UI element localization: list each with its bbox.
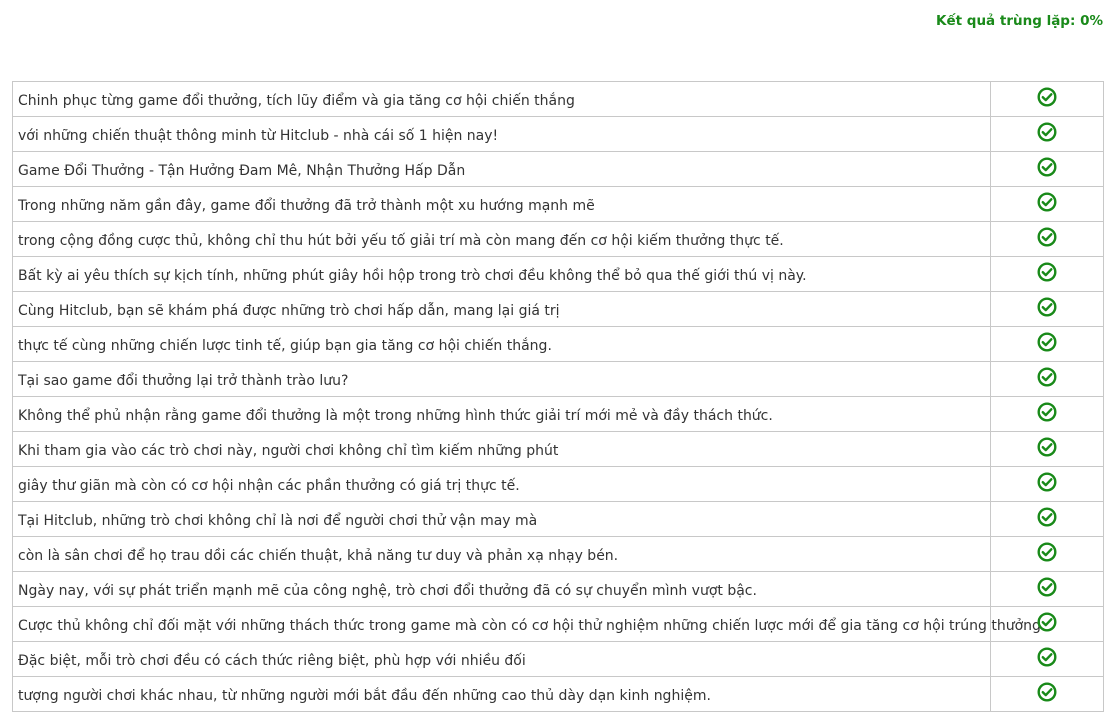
sentence-text: Đặc biệt, mỗi trò chơi đều có cách thức riêng biệt, phù hợp với nhiều đối — [18, 653, 526, 669]
table-row — [13, 327, 1104, 362]
table-row — [13, 82, 1104, 117]
check-circle-icon — [1037, 297, 1057, 317]
status-cell — [991, 222, 1104, 257]
table-row — [13, 677, 1104, 712]
status-cell — [991, 677, 1104, 712]
table-row — [13, 222, 1104, 257]
table-row — [13, 467, 1104, 502]
check-circle-icon — [1037, 577, 1057, 597]
table-row — [13, 432, 1104, 467]
sentence-text: còn là sân chơi để họ trau dồi các chiến thuật, khả năng tư duy và phản xạ nhạy bén. — [18, 548, 619, 564]
table-row — [13, 537, 1104, 572]
sentence-cell — [13, 677, 991, 712]
sentence-text: Cược thủ không chỉ đối mặt với những thách thức trong game mà còn có cơ hội thử nghiệm những chiến lược mới để gia tăng cơ hội trúng thưởng. — [18, 618, 1046, 634]
table-row — [13, 397, 1104, 432]
status-cell — [991, 82, 1104, 117]
plagiarism-results-table-container — [12, 81, 1103, 704]
table-row — [13, 502, 1104, 537]
sentence-text: Chinh phục từng game đổi thưởng, tích lũy điểm và gia tăng cơ hội chiến thắng — [18, 93, 575, 109]
check-circle-icon — [1037, 472, 1057, 492]
check-circle-icon — [1037, 437, 1057, 457]
sentence-text: Ngày nay, với sự phát triển mạnh mẽ của công nghệ, trò chơi đổi thưởng đã có sự chuyển mình vượt bậc. — [18, 583, 757, 599]
sentence-cell — [13, 362, 991, 397]
sentence-text: với những chiến thuật thông minh từ Hitclub - nhà cái số 1 hiện nay! — [18, 128, 499, 144]
check-circle-icon — [1037, 157, 1057, 177]
sentence-text: trong cộng đồng cược thủ, không chỉ thu hút bởi yếu tố giải trí mà còn mang đến cơ hội kiếm thưởng thực tế. — [18, 233, 784, 249]
check-circle-icon — [1037, 402, 1057, 422]
sentence-text: giây thư giãn mà còn có cơ hội nhận các phần thưởng có giá trị thực tế. — [18, 478, 520, 494]
check-circle-icon — [1037, 647, 1057, 667]
sentence-cell — [13, 117, 991, 152]
sentence-text: Bất kỳ ai yêu thích sự kịch tính, những phút giây hồi hộp trong trò chơi đều không thể bỏ qua thế giới thú vị này. — [18, 268, 807, 284]
status-cell — [991, 572, 1104, 607]
status-cell — [991, 362, 1104, 397]
table-row — [13, 152, 1104, 187]
check-circle-icon — [1037, 87, 1057, 107]
status-cell — [991, 152, 1104, 187]
sentence-text: thực tế cùng những chiến lược tinh tế, giúp bạn gia tăng cơ hội chiến thắng. — [18, 338, 552, 354]
status-cell — [991, 117, 1104, 152]
sentence-cell — [13, 152, 991, 187]
sentence-cell — [13, 607, 1046, 642]
duplicate-result-label: Kết quả trùng lặp: 0% — [936, 13, 1103, 29]
check-circle-icon — [1037, 542, 1057, 562]
status-cell — [991, 432, 1104, 467]
sentence-cell — [13, 467, 991, 502]
sentence-cell — [13, 397, 991, 432]
status-cell — [991, 502, 1104, 537]
sentence-text: Cùng Hitclub, bạn sẽ khám phá được những trò chơi hấp dẫn, mang lại giá trị — [18, 303, 560, 319]
table-row — [13, 572, 1104, 607]
status-cell — [991, 292, 1104, 327]
status-cell — [991, 327, 1104, 362]
table-row — [13, 362, 1104, 397]
sentence-cell — [13, 222, 991, 257]
check-circle-icon — [1037, 262, 1057, 282]
status-cell — [991, 397, 1104, 432]
sentence-text: Game Đổi Thưởng - Tận Hưởng Đam Mê, Nhận Thưởng Hấp Dẫn — [18, 163, 466, 179]
sentence-cell — [13, 642, 991, 677]
table-row — [13, 292, 1104, 327]
status-cell — [991, 187, 1104, 222]
check-circle-icon — [1037, 227, 1057, 247]
table-body — [13, 82, 1104, 712]
sentence-text: Không thể phủ nhận rằng game đổi thưởng là một trong những hình thức giải trí mới mẻ và đầy thách thức. — [18, 408, 773, 424]
check-circle-icon — [1037, 367, 1057, 387]
check-circle-icon — [1037, 332, 1057, 352]
sentence-text: Tại Hitclub, những trò chơi không chỉ là nơi để người chơi thử vận may mà — [18, 513, 538, 529]
sentence-text: Trong những năm gần đây, game đổi thưởng đã trở thành một xu hướng mạnh mẽ — [18, 198, 595, 214]
table-row — [13, 642, 1104, 677]
sentence-cell — [13, 572, 991, 607]
check-circle-icon — [1037, 507, 1057, 527]
sentence-text: tượng người chơi khác nhau, từ những người mới bắt đầu đến những cao thủ dày dạn kinh nghiệm. — [18, 688, 711, 704]
status-cell — [991, 642, 1104, 677]
table-row — [13, 117, 1104, 152]
sentence-cell — [13, 82, 991, 117]
check-circle-icon — [1037, 682, 1057, 702]
check-circle-icon — [1037, 192, 1057, 212]
sentence-text: Khi tham gia vào các trò chơi này, người chơi không chỉ tìm kiếm những phút — [18, 443, 559, 459]
check-circle-icon — [1037, 122, 1057, 142]
plagiarism-results-table — [12, 81, 1104, 712]
sentence-cell — [13, 292, 991, 327]
sentence-text: Tại sao game đổi thưởng lại trở thành trào lưu? — [18, 373, 349, 389]
sentence-cell — [13, 432, 991, 467]
sentence-cell — [13, 327, 991, 362]
sentence-cell — [13, 187, 991, 222]
sentence-cell — [13, 502, 991, 537]
check-circle-icon — [1037, 612, 1057, 632]
status-cell — [991, 467, 1104, 502]
sentence-cell — [13, 537, 991, 572]
table-row — [13, 257, 1104, 292]
sentence-cell — [13, 257, 991, 292]
status-cell — [991, 257, 1104, 292]
table-row — [13, 607, 1104, 642]
table-row — [13, 187, 1104, 222]
status-cell — [991, 537, 1104, 572]
